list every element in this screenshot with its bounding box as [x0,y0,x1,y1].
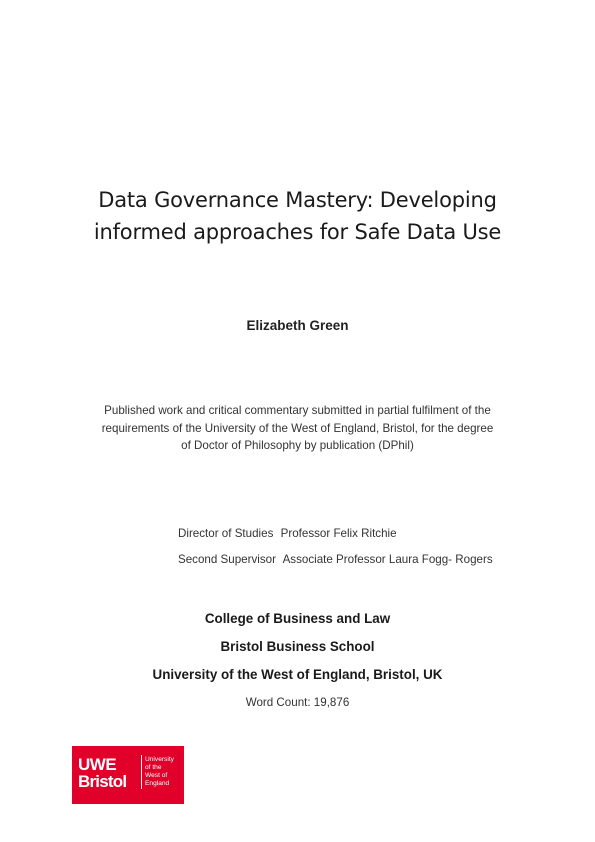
uwe-bristol-logo [72,746,184,804]
submission-statement-line-1: Published work and critical commentary submitted in partial fulfilment of the [104,404,491,417]
supervisor-row [178,525,493,551]
university-name: University of the West of England, Bristol, UK [152,667,443,682]
uwe-bristol-logo-mark [72,746,184,804]
svg-text:West of: West of [145,772,168,779]
college-name: College of Business and Law [204,611,391,626]
svg-text:Bristol: Bristol [78,772,127,791]
supervisor-role: Second Supervisor [178,553,276,566]
submission-statement-line-3: of Doctor of Philosophy by publication (DPhil) [181,439,414,452]
supervisor-name: Associate Professor Laura Fogg- Rogers [282,553,493,566]
submission-statement-line-2: requirements of the University of the West of England, Bristol, for the degree [101,421,494,435]
thesis-title [40,184,555,248]
thesis-title-line-1: Data Governance Mastery: Developing [98,188,497,212]
thesis-title-line-2: informed approaches for Safe Data Use [93,220,502,244]
svg-text:University: University [145,756,174,763]
supervisor-name: Professor Felix Ritchie [280,527,397,540]
svg-text:UWE: UWE [78,755,117,774]
supervisors [178,525,493,577]
institution-block [0,609,595,693]
word-count: Word Count: 19,876 [245,696,350,709]
school-name: Bristol Business School [220,639,375,654]
submission-statement [72,402,523,455]
supervisor-row [178,551,493,577]
svg-text:of the: of the [145,764,162,771]
supervisor-role: Director of Studies [178,527,274,540]
svg-text:England: England [145,780,170,787]
author-name: Elizabeth Green [246,318,349,333]
